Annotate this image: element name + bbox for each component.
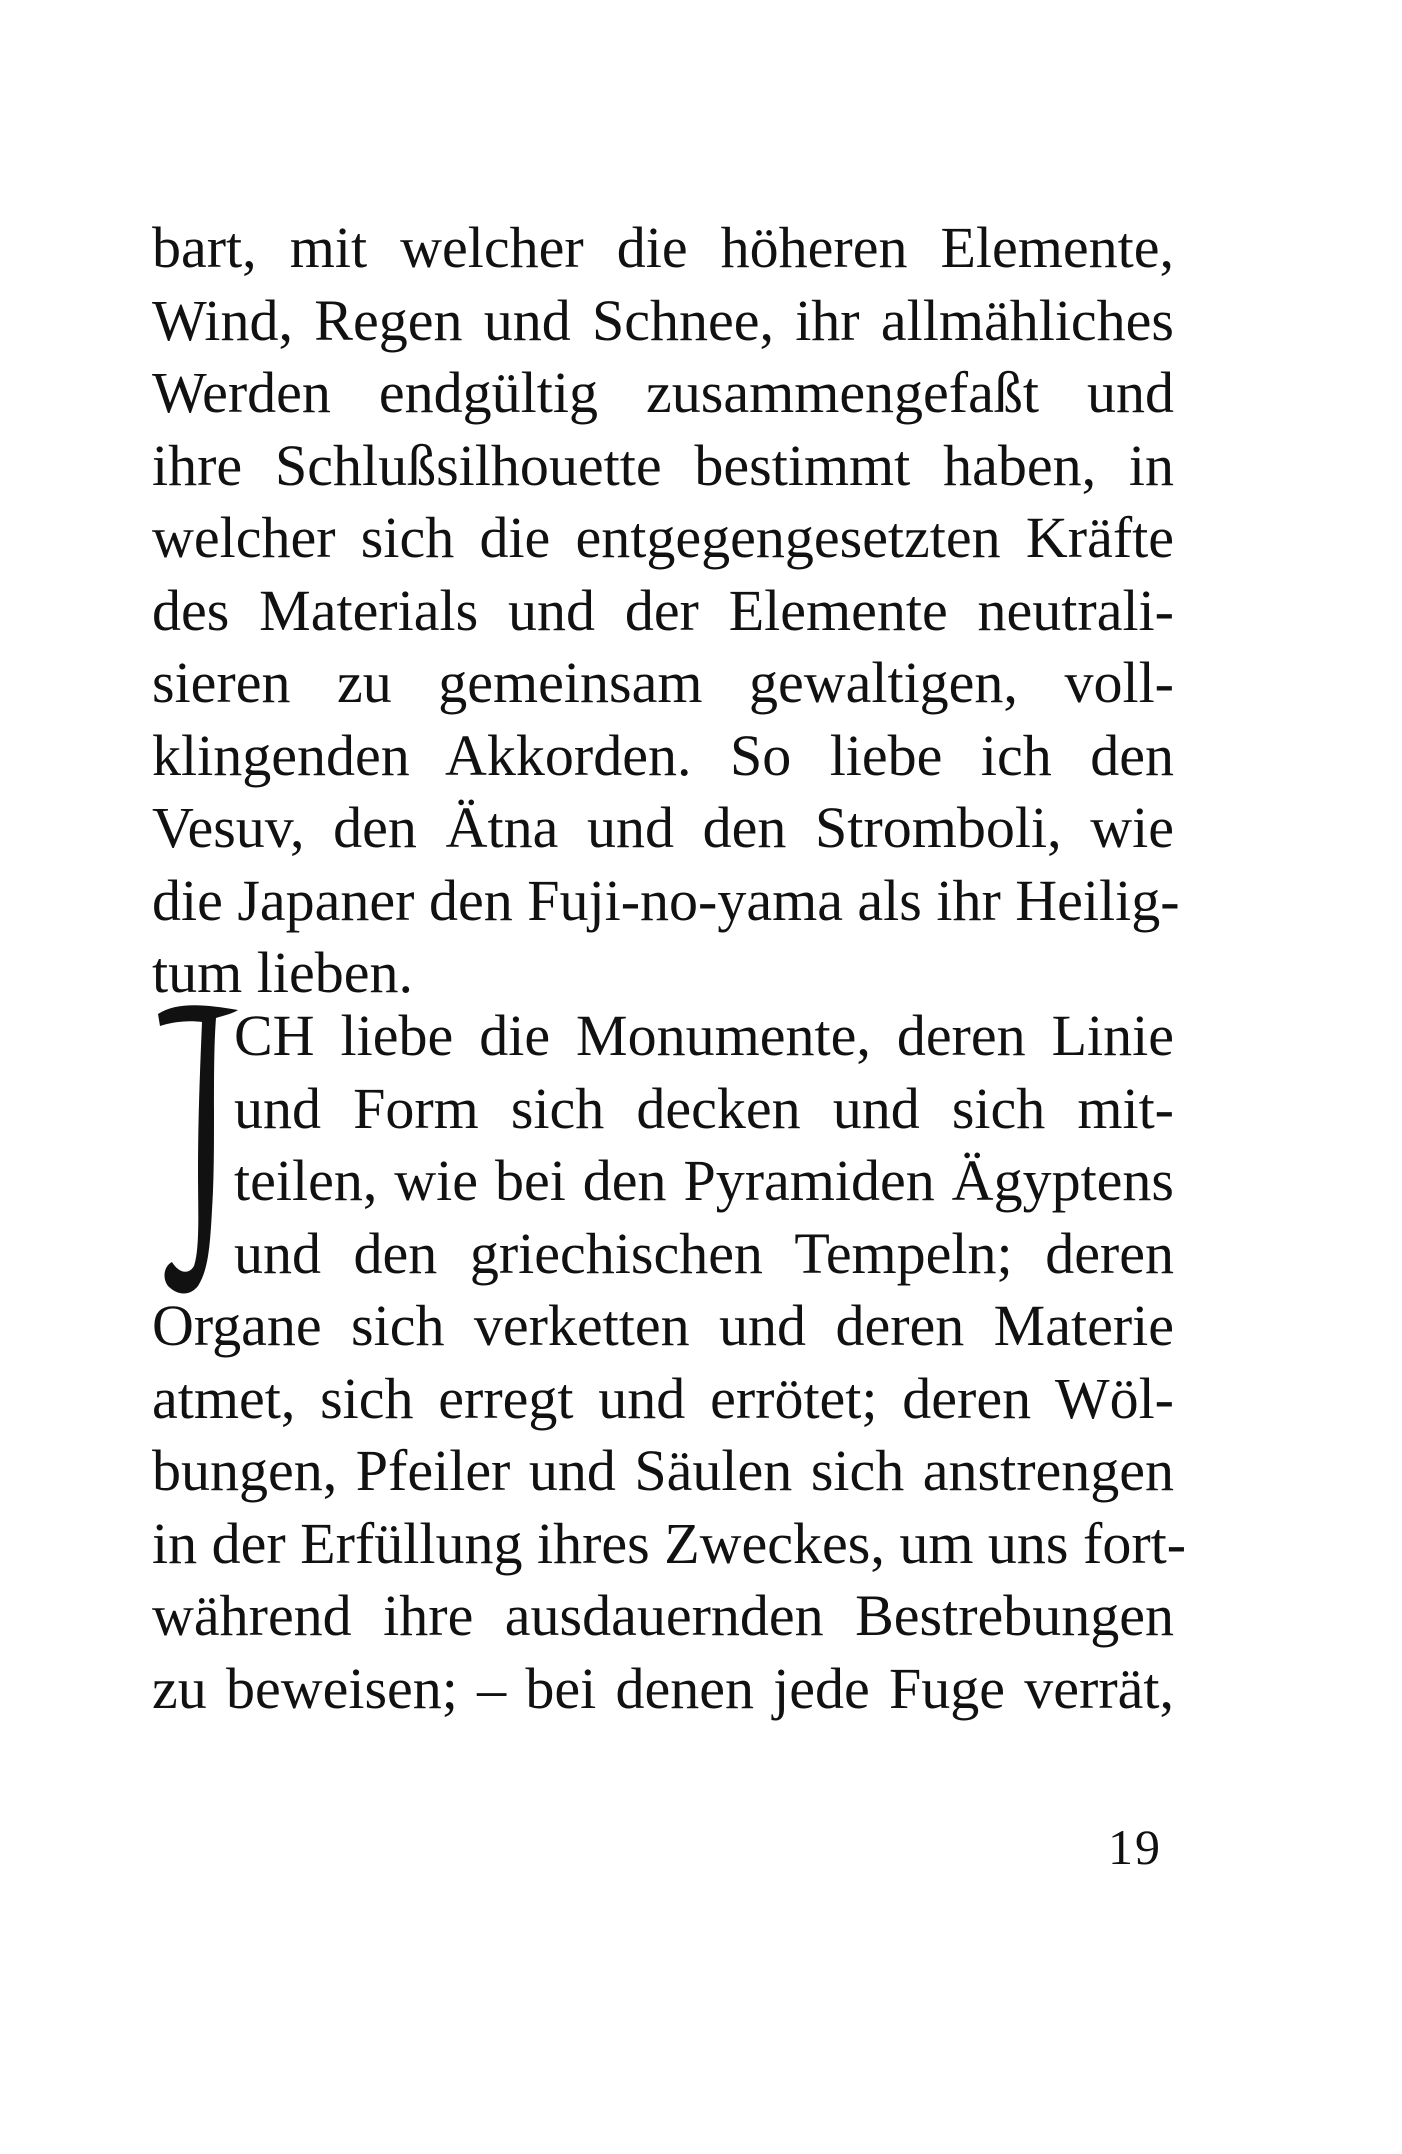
text-line: Vesuv, den Ätna und den Stromboli, wie <box>152 795 1174 860</box>
text-line: des Materials und der Elemente neutrali- <box>152 577 1174 643</box>
text-line: tum lieben. <box>152 940 413 1005</box>
text-line: teilen, wie bei den Pyramiden Ägyptens <box>234 1148 1174 1213</box>
text-line: die Japaner den Fuji-no-yama als ihr Heilig- <box>152 867 1180 933</box>
text-line: zu beweisen; – bei denen jede Fuge verrät, <box>152 1655 1174 1721</box>
text-line: bungen, Pfeiler und Säulen sich anstrengen <box>152 1438 1174 1503</box>
text-line: Werden endgültig zusammengefaßt und <box>152 360 1174 425</box>
drop-cap-initial <box>152 1000 242 1300</box>
text-line: Wind, Regen und Schnee, ihr allmähliches <box>152 287 1174 353</box>
text-line: ihre Schlußsilhouette bestimmt haben, in <box>152 432 1174 498</box>
page-number: 19 <box>1108 1819 1162 1875</box>
text-line: und den griechischen Tempeln; deren <box>234 1220 1174 1286</box>
text-line: sieren zu gemeinsam gewaltigen, voll- <box>152 650 1174 715</box>
text-line: bart, mit welcher die höheren Elemente, <box>152 215 1174 280</box>
text-line: Organe sich verketten und deren Materie <box>152 1293 1174 1358</box>
text-line: während ihre ausdauernden Bestrebungen <box>152 1583 1174 1648</box>
text-line: klingenden Akkorden. So liebe ich den <box>152 722 1174 788</box>
text-line: atmet, sich erregt und errötet; deren Wöl- <box>152 1365 1174 1431</box>
text-line: welcher sich die entgegengesetzten Kräfte <box>152 505 1174 570</box>
paragraph-1 <box>152 212 1180 1010</box>
paragraph-2 <box>152 1000 1187 1725</box>
text-line: in der Erfüllung ihres Zweckes, um uns fort- <box>152 1510 1187 1576</box>
text-line: und Form sich decken und sich mit- <box>234 1075 1174 1141</box>
text-line: CH liebe die Monumente, deren Linie <box>234 1003 1174 1068</box>
